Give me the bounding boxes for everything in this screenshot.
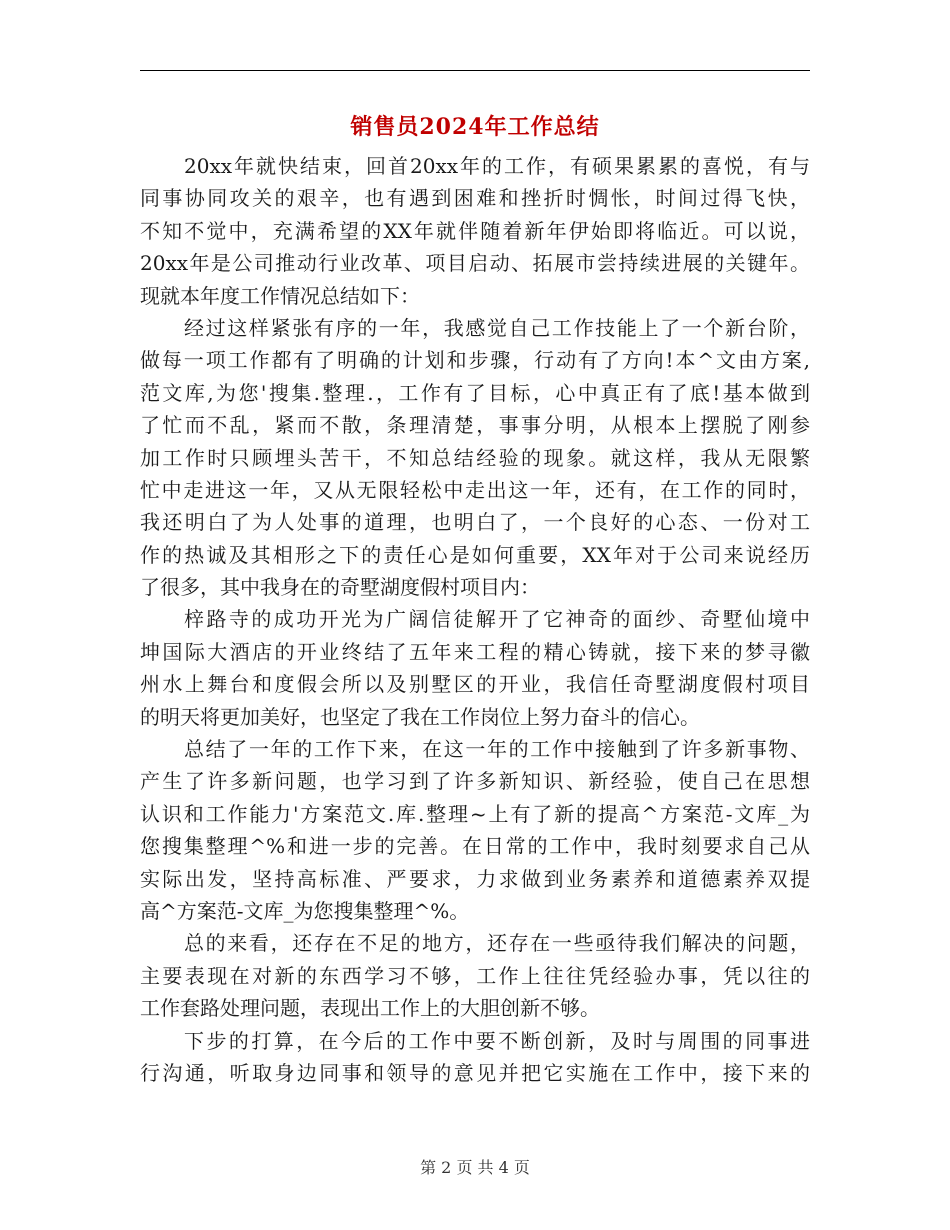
text-line: 20xx年就快结束，回首20xx年的工作，有硕果累累的喜悦，有与 bbox=[184, 154, 810, 178]
text-line: 我还明白了为人处事的道理，也明白了，一个良好的心态、一份对工 bbox=[140, 510, 810, 535]
text-line: 主要表现在对新的东西学习不够，工作上往往凭经验办事，凭以往的 bbox=[140, 963, 810, 988]
text-line: 作的热诚及其相形之下的责任心是如何重要，XX年对于公司来说经历 bbox=[140, 542, 810, 567]
text-line: 做每一项工作都有了明确的计划和步骤，行动有了方向!本^文由方案, bbox=[140, 348, 810, 373]
document-body bbox=[140, 150, 810, 1089]
text-line: 同事协同攻关的艰辛，也有遇到困难和挫折时惆怅，时间过得飞快， bbox=[140, 186, 810, 211]
text-line: 范文库,为您'搜集.整理.，工作有了目标，心中真正有了底!基本做到 bbox=[140, 380, 810, 405]
text-line: 现就本年度工作情况总结如下： bbox=[140, 283, 420, 308]
text-line: 高^方案范-文库_为您搜集整理^%。 bbox=[140, 898, 470, 923]
text-line: 总的来看，还存在不足的地方，还存在一些亟待我们解决的问题， bbox=[184, 931, 810, 956]
text-line: 州水上舞台和度假会所以及别墅区的开业，我信任奇墅湖度假村项目 bbox=[140, 672, 810, 697]
text-line: 产生了许多新问题，也学习到了许多新知识、新经验，使自己在思想 bbox=[140, 769, 810, 794]
header-rule bbox=[140, 70, 810, 71]
text-line: 行沟通，听取身边同事和领导的意见并把它实施在工作中，接下来的 bbox=[140, 1060, 810, 1085]
text-line: 您搜集整理^%和进一步的完善。在日常的工作中，我时刻要求自己从 bbox=[140, 834, 810, 859]
text-line: 了很多，其中我身在的奇墅湖度假村项目内： bbox=[140, 575, 540, 600]
text-line: 的明天将更加美好，也坚定了我在工作岗位上努力奋斗的信心。 bbox=[140, 704, 700, 729]
text-line: 实际出发，坚持高标准、严要求，力求做到业务素养和道德素养双提 bbox=[140, 866, 810, 891]
text-line: 梓路寺的成功开光为广阔信徒解开了它神奇的面纱、奇墅仙境中 bbox=[184, 607, 810, 632]
text-line: 总结了一年的工作下来，在这一年的工作中接触到了许多新事物、 bbox=[184, 737, 810, 762]
page-footer: 第 2 页 共 4 页 bbox=[420, 1158, 530, 1177]
text-line: 了忙而不乱，紧而不散，条理清楚，事事分明，从根本上摆脱了刚参 bbox=[140, 413, 810, 438]
text-line: 忙中走进这一年，又从无限轻松中走出这一年，还有，在工作的同时， bbox=[140, 477, 810, 502]
text-line: 20xx年是公司推动行业改革、项目启动、拓展市尝持续进展的关键年。 bbox=[140, 251, 810, 276]
text-line: 下步的打算，在今后的工作中要不断创新，及时与周围的同事进 bbox=[184, 1028, 810, 1053]
text-line: 经过这样紧张有序的一年，我感觉自己工作技能上了一个新台阶， bbox=[184, 315, 810, 340]
text-line: 坤国际大酒店的开业终结了五年来工程的精心铸就，接下来的梦寻徽 bbox=[140, 639, 810, 664]
text-line: 认识和工作能力'方案范文.库.整理~上有了新的提高^方案范-文库_为 bbox=[140, 801, 810, 826]
document-title: 销售员2024年工作总结 bbox=[350, 114, 600, 140]
text-line: 工作套路处理问题，表现出工作上的大胆创新不够。 bbox=[140, 996, 600, 1021]
text-line: 加工作时只顾埋头苦干，不知总结经验的现象。就这样，我从无限繁 bbox=[140, 445, 810, 470]
text-line: 不知不觉中，充满希望的XX年就伴随着新年伊始即将临近。可以说， bbox=[140, 218, 810, 243]
